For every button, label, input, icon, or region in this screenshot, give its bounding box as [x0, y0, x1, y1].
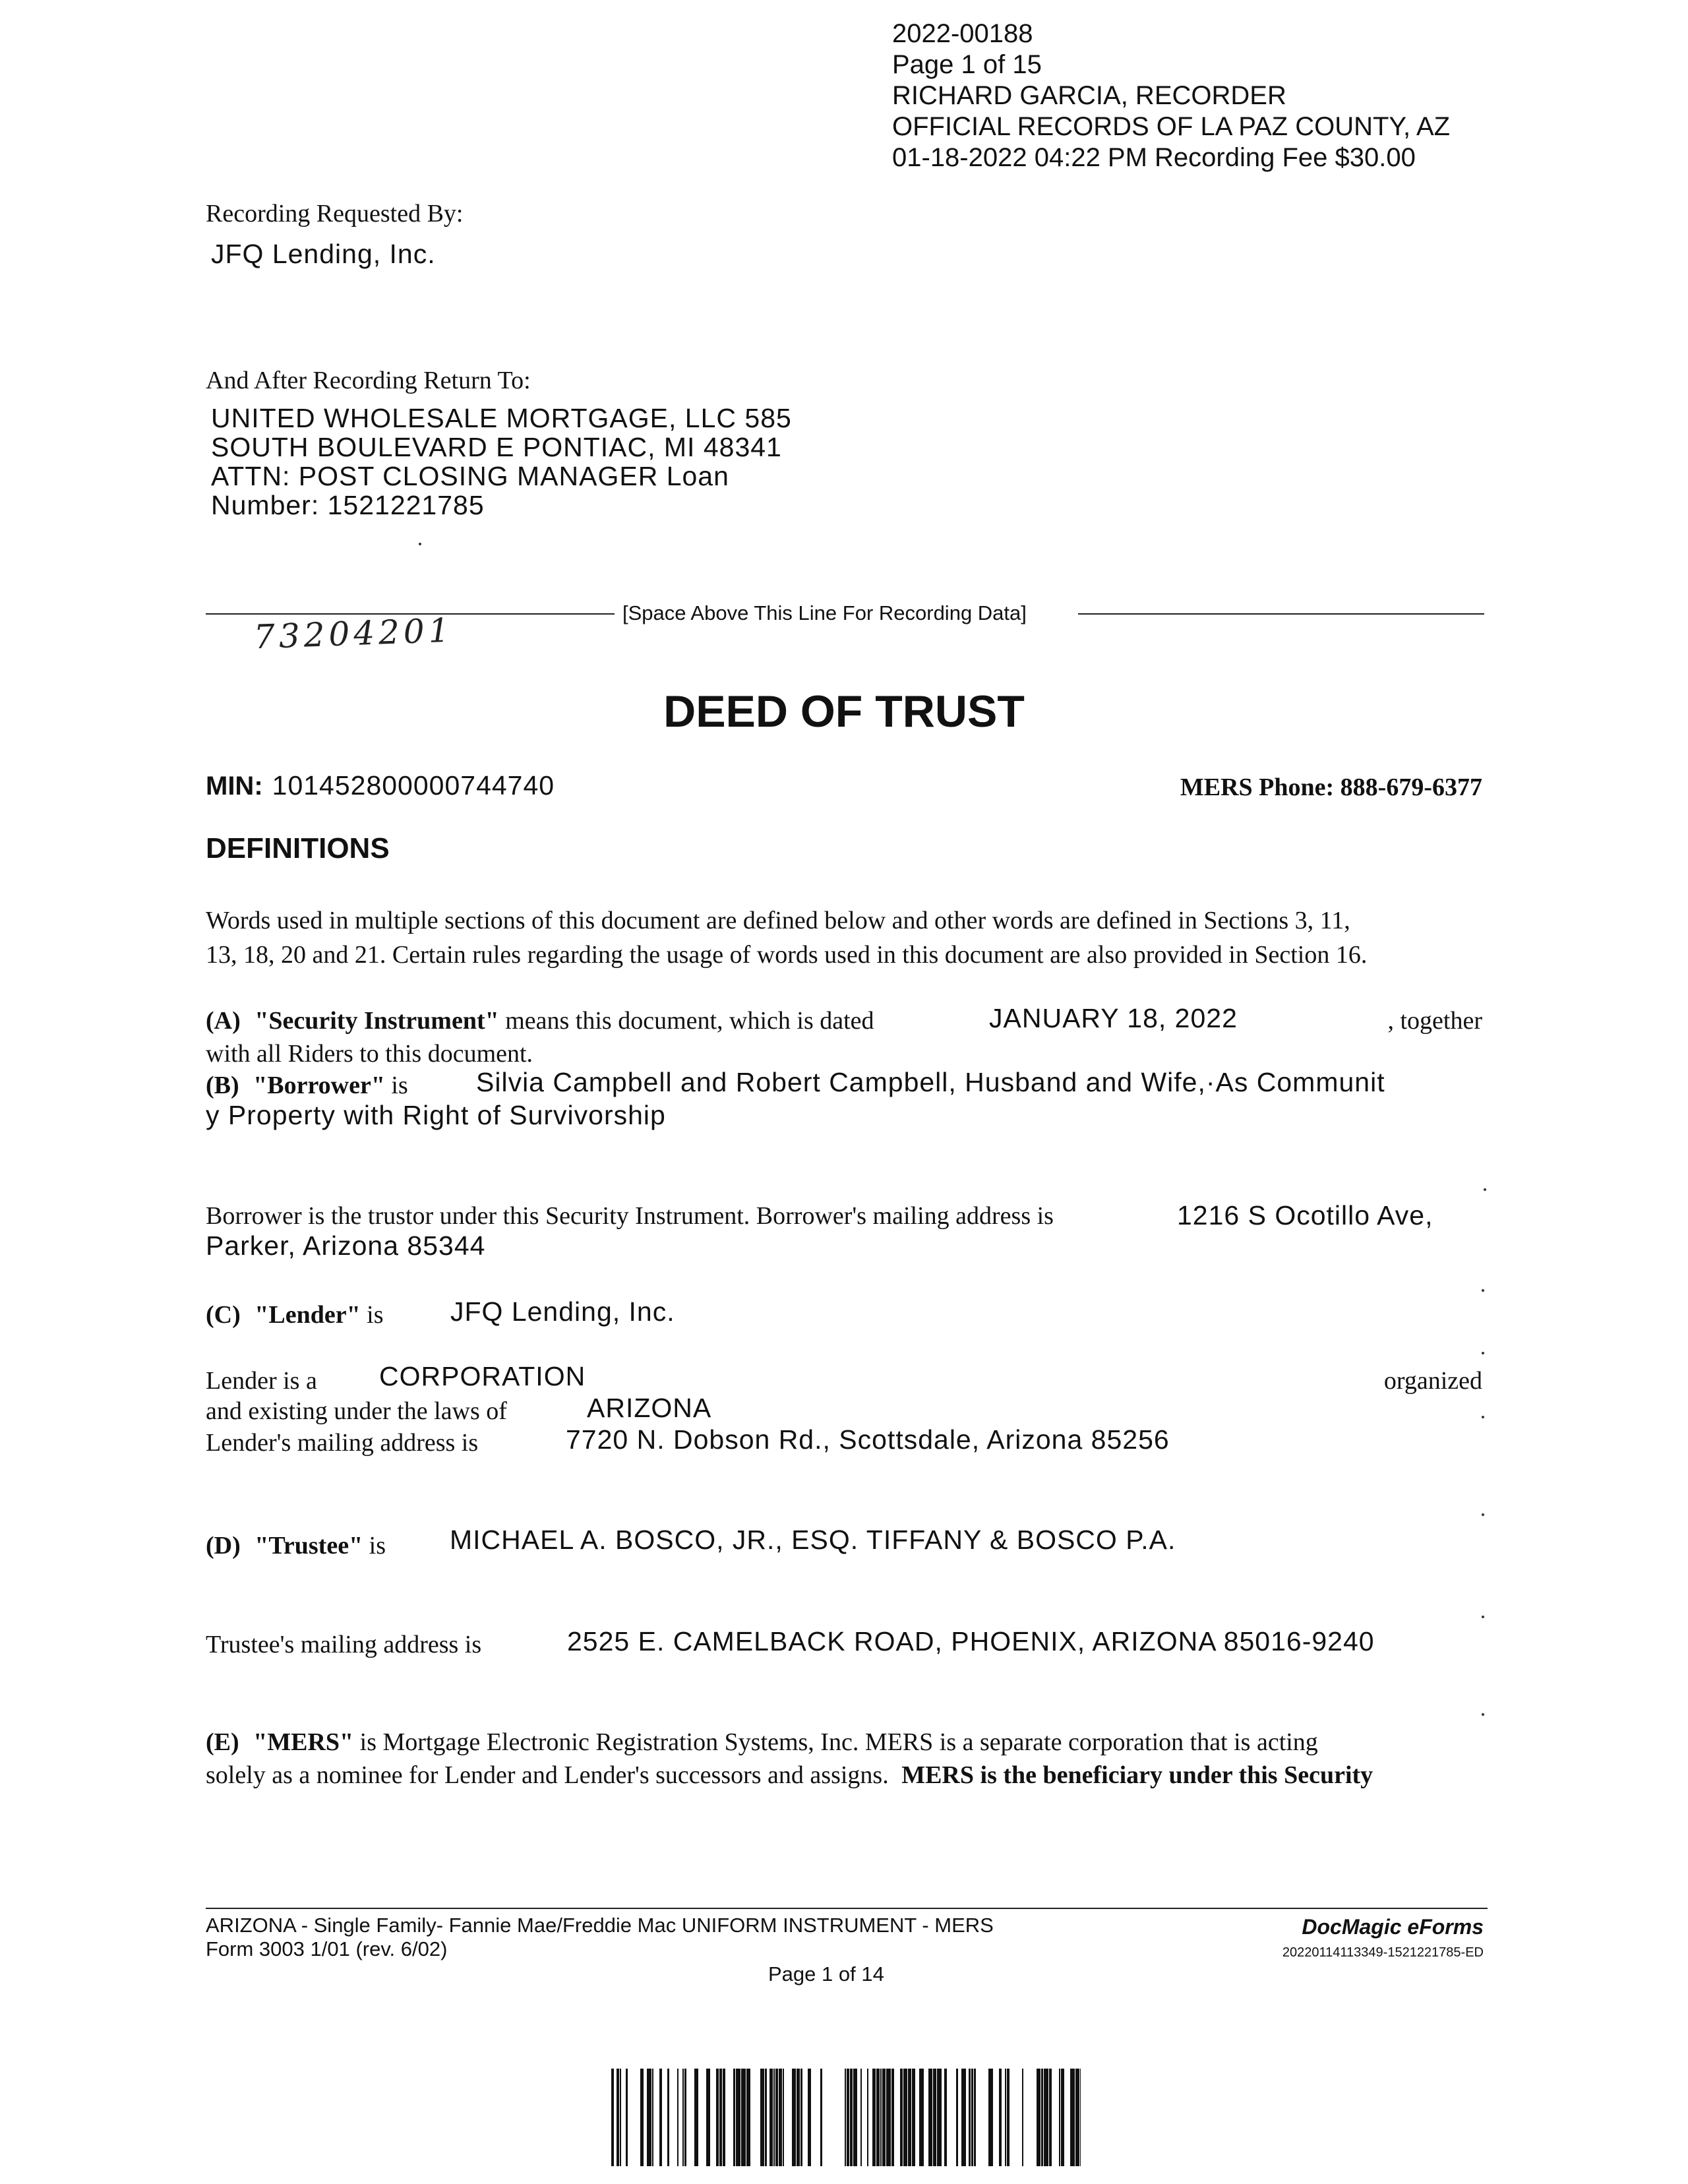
definition-a — [206, 1004, 874, 1038]
stray-mark — [1482, 1616, 1484, 1618]
borrower-address-line1: 1216 S Ocotillo Ave, — [1177, 1200, 1433, 1230]
stray-mark — [1482, 1513, 1484, 1516]
definition-is: is — [369, 1532, 386, 1560]
recorder-office: OFFICIAL RECORDS OF LA PAZ COUNTY, AZ — [892, 112, 1451, 141]
definition-term: "Security Instrument" — [255, 1007, 499, 1035]
footer-page-number: Page 1 of 14 — [768, 1962, 884, 1986]
definition-is: is — [367, 1301, 384, 1329]
definition-a-line2: with all Riders to this document. — [206, 1040, 533, 1068]
stray-mark — [1482, 1713, 1484, 1716]
separator-line-right — [1078, 613, 1484, 615]
definition-e — [206, 1725, 1318, 1759]
footer-rule — [206, 1908, 1488, 1909]
definition-term: "Borrower" — [253, 1072, 385, 1099]
footer-form-title: ARIZONA - Single Family- Fannie Mae/Freddie Mac UNIFORM INSTRUMENT - MERS — [206, 1914, 994, 1937]
definition-term: "Lender" — [255, 1301, 361, 1329]
definition-letter: (E) — [206, 1728, 239, 1756]
recorder-stamp — [892, 18, 1450, 173]
intro-line: 13, 18, 20 and 21. Certain rules regarding the usage of words used in this document are also provided in Section 16. — [206, 941, 1368, 969]
borrower-name-line1: Silvia Campbell and Robert Campbell, Husband and Wife,·As Communit — [476, 1067, 1385, 1097]
trustee-address: 2525 E. CAMELBACK ROAD, PHOENIX, ARIZONA 85016-9240 — [567, 1626, 1375, 1656]
definition-letter: (A) — [206, 1007, 241, 1035]
definition-letter: (C) — [206, 1301, 241, 1329]
definition-text: solely as a nominee for Lender and Lender's successors and assigns. — [206, 1761, 889, 1789]
return-to-line: UNITED WHOLESALE MORTGAGE, LLC 585 — [211, 403, 792, 433]
footer-form-number: Form 3003 1/01 (rev. 6/02) — [206, 1937, 448, 1960]
definition-text: is Mortgage Electronic Registration Systems, Inc. MERS is a separate corporation that is acting — [359, 1728, 1318, 1756]
borrower-address-line2: Parker, Arizona 85344 — [206, 1230, 486, 1261]
recording-requested-name: JFQ Lending, Inc. — [211, 239, 436, 269]
return-to-address — [211, 404, 792, 520]
trustee-name: MICHAEL A. BOSCO, JR., ESQ. TIFFANY & BOSCO P.A. — [450, 1525, 1176, 1555]
mers-phone: MERS Phone: 888-679-6377 — [1180, 774, 1482, 801]
definition-text: means this document, which is dated — [505, 1007, 874, 1035]
intro-line: Words used in multiple sections of this document are defined below and other words are defined in Sections 3, 11, — [206, 907, 1350, 934]
stray-mark — [419, 543, 421, 545]
definitions-heading: DEFINITIONS — [206, 832, 390, 864]
stray-mark — [1482, 1416, 1484, 1418]
barcode — [611, 2069, 1081, 2166]
stray-mark — [1482, 1352, 1484, 1354]
min-row — [206, 770, 555, 801]
stray-mark — [1482, 1289, 1484, 1292]
recorder-name: RICHARD GARCIA, RECORDER — [892, 81, 1286, 110]
lender-address-label: Lender's mailing address is — [206, 1429, 479, 1457]
lender-name: JFQ Lending, Inc. — [450, 1296, 675, 1327]
return-to-label: And After Recording Return To: — [206, 367, 531, 394]
lender-address: 7720 N. Dobson Rd., Scottsdale, Arizona 85256 — [566, 1424, 1170, 1455]
docmagic-logo: DocMagic eForms — [1302, 1915, 1484, 1939]
recording-datetime-fee: 01-18-2022 04:22 PM Recording Fee $30.00 — [892, 143, 1416, 172]
return-to-line: ATTN: POST CLOSING MANAGER Loan — [211, 461, 729, 491]
document-number: 2022-00188 — [892, 19, 1033, 48]
definition-d — [206, 1529, 386, 1563]
document-title: DEED OF TRUST — [663, 686, 1025, 737]
definition-c — [206, 1298, 384, 1332]
borrower-address-text: Borrower is the trustor under this Security Instrument. Borrower's mailing address is — [206, 1202, 1054, 1230]
min-value: 101452800000744740 — [272, 770, 555, 801]
lender-organized: organized — [1383, 1367, 1482, 1395]
definition-letter: (B) — [206, 1072, 239, 1099]
definition-bold-text: MERS is the beneficiary under this Security — [901, 1761, 1373, 1789]
definition-is: is — [391, 1072, 408, 1099]
trustee-address-label: Trustee's mailing address is — [206, 1631, 482, 1658]
borrower-name-line2: y Property with Right of Survivorship — [206, 1100, 666, 1130]
handwritten-number: 73204201 — [253, 611, 454, 657]
lender-type: CORPORATION — [379, 1361, 586, 1391]
definition-together: , together — [1387, 1007, 1482, 1035]
lender-laws-of: and existing under the laws of — [206, 1397, 507, 1425]
min-label: MIN: — [206, 772, 263, 801]
stamp-page-count: Page 1 of 15 — [892, 50, 1042, 79]
stray-mark — [1484, 1188, 1486, 1191]
definition-b — [206, 1068, 408, 1103]
definition-letter: (D) — [206, 1532, 241, 1560]
footer-document-code: 20220114113349-1521221785-ED — [1282, 1945, 1484, 1960]
definition-term: "Trustee" — [255, 1532, 363, 1560]
definition-term: "MERS" — [253, 1728, 354, 1756]
return-to-line: Number: 1521221785 — [211, 490, 485, 520]
lender-is-a: Lender is a — [206, 1367, 317, 1395]
recording-requested-label: Recording Requested By: — [206, 200, 464, 228]
return-to-line: SOUTH BOULEVARD E PONTIAC, MI 48341 — [211, 432, 782, 462]
definition-e-line2 — [206, 1758, 1373, 1792]
lender-state: ARIZONA — [587, 1393, 712, 1423]
security-instrument-date: JANUARY 18, 2022 — [989, 1003, 1238, 1033]
separator-text: [Space Above This Line For Recording Data] — [622, 601, 1027, 624]
